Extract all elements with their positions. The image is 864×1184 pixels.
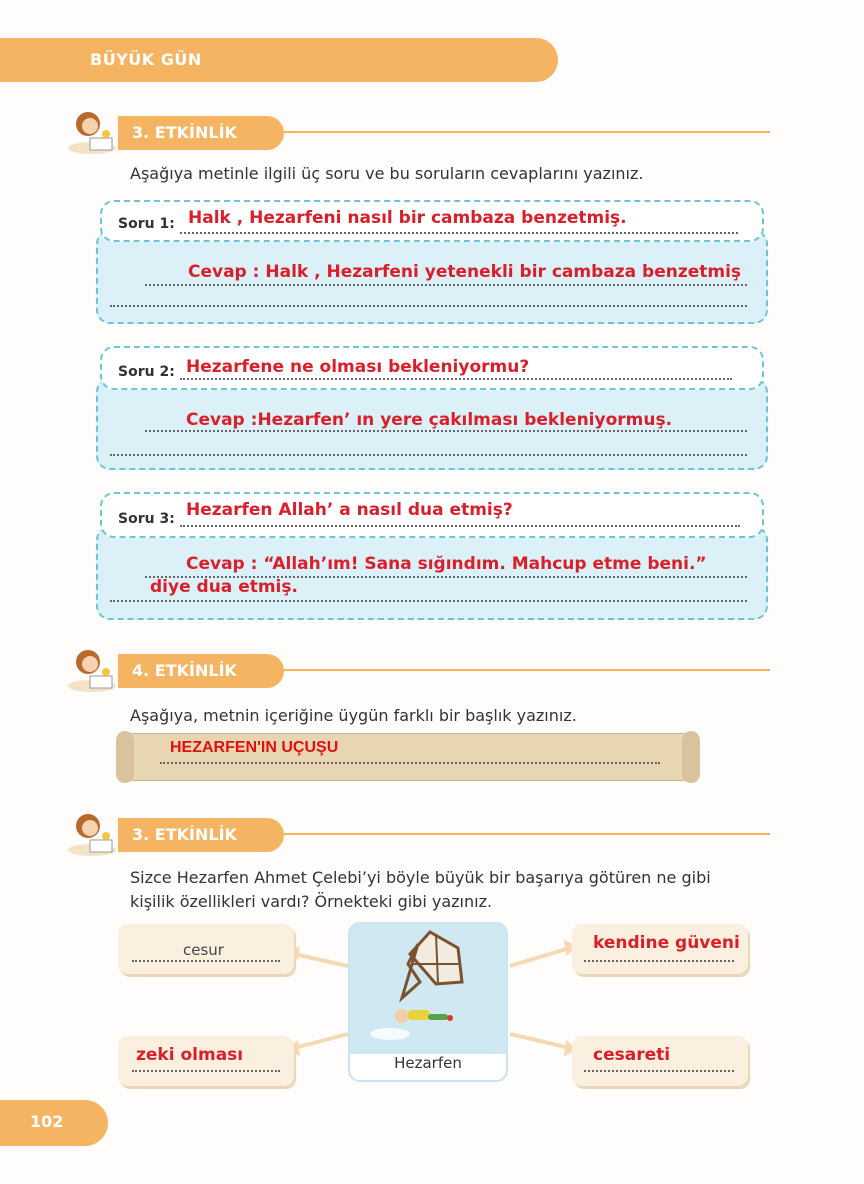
hezarfen-card <box>348 922 508 1082</box>
page-number: 102 <box>30 1112 64 1131</box>
activity-1-instruction: Aşağıya metinle ilgili üç soru ve bu soruların cevaplarını yazınız. <box>130 164 644 183</box>
activity-1-rule <box>284 131 770 133</box>
scroll-left-roll <box>116 731 134 783</box>
girl-reading-icon <box>62 104 120 156</box>
activity-3-title: 3. ETKİNLİK <box>118 818 284 852</box>
answer-1-line-1[interactable] <box>145 284 747 286</box>
answer-2-line-2[interactable] <box>110 454 747 456</box>
trait-top-left-text: cesur <box>183 941 224 959</box>
answer-3-text: Cevap : “Allah’ım! Sana sığındım. Mahcup etme beni.” <box>186 554 707 574</box>
activity-2-rule <box>284 669 770 671</box>
scroll-right-roll <box>682 731 700 783</box>
title-answer-text: HEZARFEN'IN UÇUŞU <box>170 739 339 756</box>
question-2-label: Soru 2: <box>118 364 175 380</box>
question-2-line[interactable] <box>180 378 732 380</box>
answer-1-text: Cevap : Halk , Hezarfeni yetenekli bir cambaza benzetmiş <box>188 262 742 282</box>
trait-line-top-left[interactable] <box>132 960 280 962</box>
question-1-line[interactable] <box>180 232 738 234</box>
trait-line-bottom-right[interactable] <box>584 1070 734 1072</box>
question-1-text: Halk , Hezarfeni nasıl bir cambaza benzetmiş. <box>188 208 627 228</box>
trait-top-right-text: kendine güveni <box>593 933 740 953</box>
answer-2-line-1[interactable] <box>145 430 747 432</box>
activity-3-instruction-1: Sizce Hezarfen Ahmet Çelebi’yi böyle büyük bir başarıya götüren ne gibi <box>130 868 711 887</box>
answer-1-line-2[interactable] <box>110 305 747 307</box>
answer-3-line-2[interactable] <box>110 600 747 602</box>
trait-line-bottom-left[interactable] <box>132 1070 280 1072</box>
activity-2-title: 4. ETKİNLİK <box>118 654 284 688</box>
trait-bottom-left-text: zeki olması <box>136 1045 244 1065</box>
question-3-line[interactable] <box>180 525 740 527</box>
question-3-label: Soru 3: <box>118 511 175 527</box>
hezarfen-caption: Hezarfen <box>394 1054 462 1072</box>
trait-bottom-right-text: cesareti <box>593 1045 671 1065</box>
trait-line-top-right[interactable] <box>584 960 734 962</box>
girl-reading-icon <box>62 806 120 858</box>
answer-2-text: Cevap :Hezarfen’ ın yere çakılması bekleniyormuş. <box>186 410 673 430</box>
question-2-text: Hezarfene ne olması bekleniyormu? <box>186 357 530 377</box>
question-3-text: Hezarfen Allah’ a nasıl dua etmiş? <box>186 500 513 520</box>
activity-3-rule <box>284 833 770 835</box>
activity-3-instruction-2: kişilik özellikleri vardı? Örnekteki gibi yazınız. <box>130 892 493 911</box>
page-header-title: BÜYÜK GÜN <box>90 50 202 69</box>
girl-reading-icon <box>62 642 120 694</box>
question-1-label: Soru 1: <box>118 216 175 232</box>
hezarfen-flying-illustration <box>350 924 506 1054</box>
activity-2-instruction: Aşağıya, metnin içeriğine üygün farklı bir başlık yazınız. <box>130 706 577 725</box>
header-bar <box>0 38 558 82</box>
activity-1-title: 3. ETKİNLİK <box>118 116 284 150</box>
answer-3-text-cont: diye dua etmiş. <box>150 577 298 597</box>
title-answer-line[interactable] <box>160 762 660 764</box>
